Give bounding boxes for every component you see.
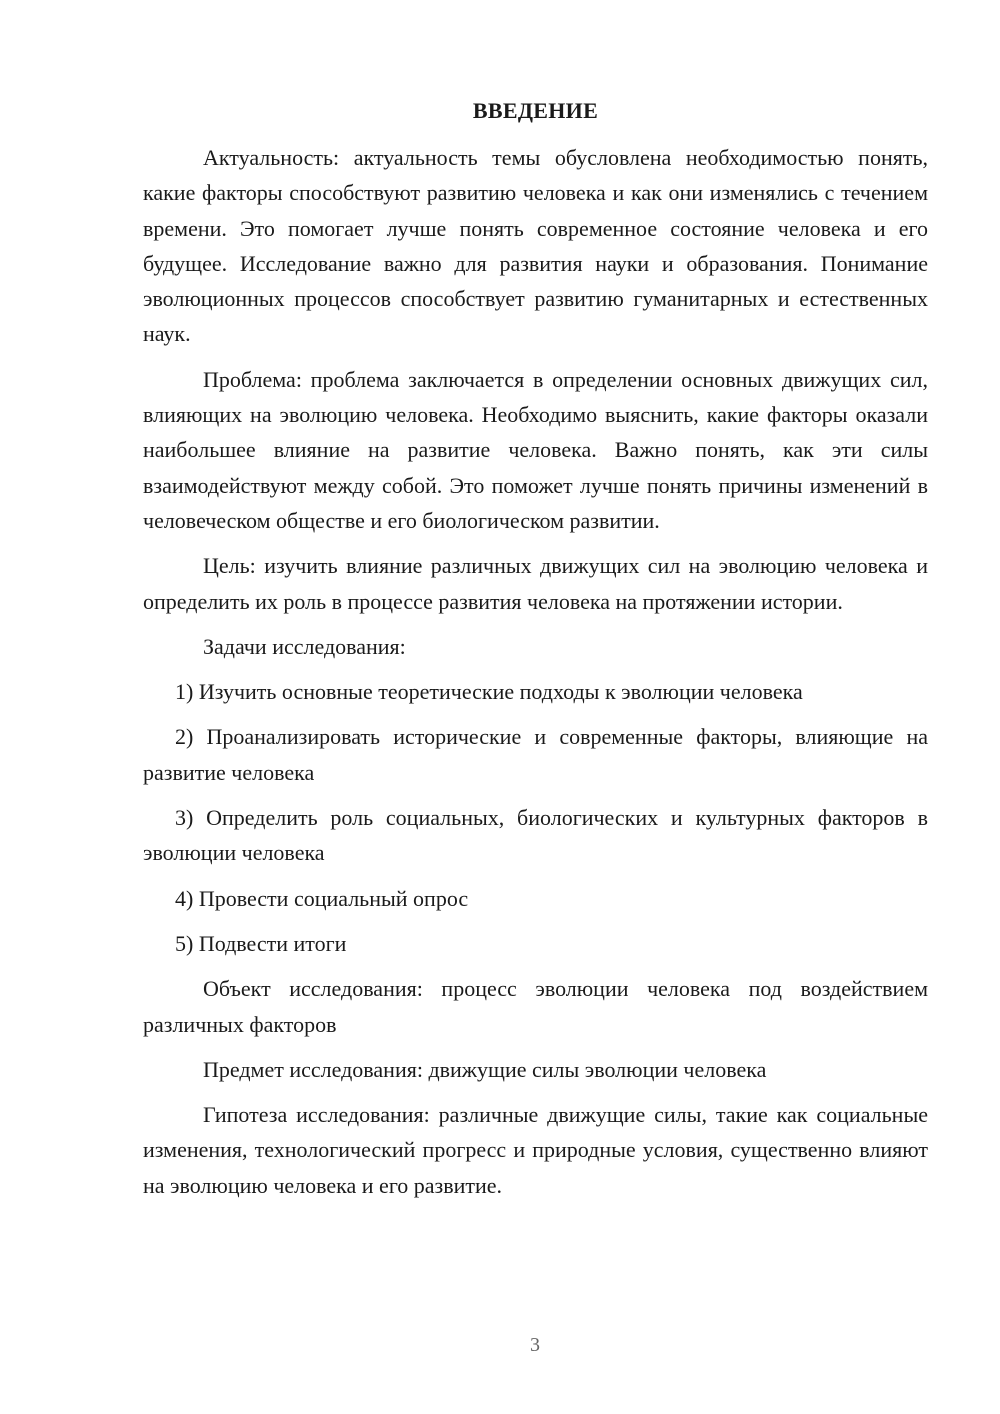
page-title: ВВЕДЕНИЕ [472, 98, 599, 123]
task-item-2: 2) Проанализировать исторические и современные факторы, влияющие на развитие человека [143, 724, 928, 785]
task-item-4: 4) Провести социальный опрос [175, 885, 469, 911]
page-number: 3 [530, 1334, 540, 1356]
paragraph-relevance: Актуальность: актуальность темы обусловлена необходимостью понять, какие факторы способствуют развитию человека и как они изменялись с течением времени. Это помогает лучше понять современное состояние человека и его будущее. Исследование важно для развития науки и образования. Понимание эволюционных процессов способствует развитию гуманитарных и естественных наук. [143, 145, 928, 347]
task-item-5: 5) Подвести итоги [175, 930, 347, 956]
paragraph-hypothesis: Гипотеза исследования: различные движущие силы, такие как социальные изменения, технологический прогресс и природные условия, существенно влияют на эволюцию человека и его развитие. [143, 1102, 928, 1198]
task-item-1: 1) Изучить основные теоретические подходы к эволюции человека [175, 679, 803, 705]
paragraph-tasks-heading: Задачи исследования: [203, 633, 406, 659]
document-page [143, 94, 928, 1213]
paragraph-subject: Предмет исследования: движущие силы эволюции человека [203, 1056, 767, 1082]
paragraph-goal: Цель: изучить влияние различных движущих сил на эволюцию человека и определить их роль в процессе развития человека на протяжении истории. [143, 553, 928, 614]
paragraph-object: Объект исследования: процесс эволюции человека под воздействием различных факторов [143, 976, 928, 1037]
task-item-3: 3) Определить роль социальных, биологических и культурных факторов в эволюции человека [143, 805, 928, 866]
paragraph-problem: Проблема: проблема заключается в определении основных движущих сил, влияющих на эволюцию человека. Необходимо выяснить, какие факторы оказали наибольшее влияние на развитие человека. Важно понять, как эти силы взаимодействуют между собой. Это поможет лучше понять причины изменений в человеческом обществе и его биологическом развитии. [143, 366, 928, 533]
